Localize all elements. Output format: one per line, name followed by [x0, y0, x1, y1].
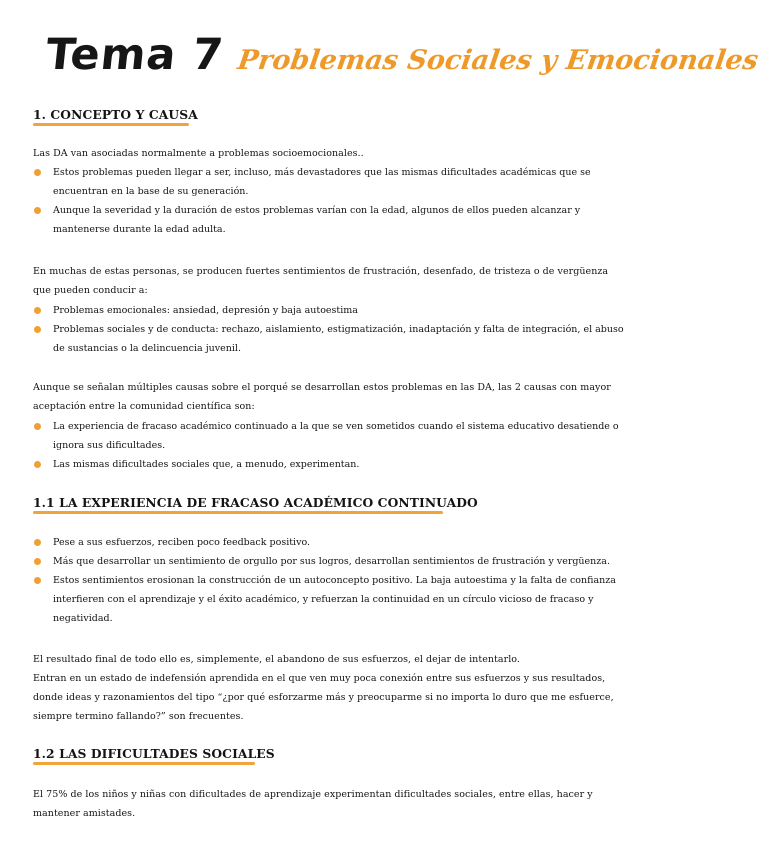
section-1-paragraph-2: En muchas de estas personas, se producen fuertes sentimientos de frustración, desenfado, de tristeza o de vergüenza que pueden conducir a:	[33, 266, 609, 296]
section-1-underline	[33, 123, 189, 126]
section-1-bullets-2	[33, 301, 627, 358]
section-1-2-underline	[33, 762, 255, 765]
section-1-paragraph-3: Aunque se señalan múltiples causas sobre el porqué se desarrollan estos problemas en las DA, las 2 causas con mayor aceptación entre la comunidad científica son:	[33, 382, 611, 412]
list-item: Estos sentimientos erosionan la construcción de un autoconcepto positivo. La baja autoestima y la falta de confianza interfieren con el aprendizaje y el éxito académico, y refuerzan la continuidad en un círculo vicioso de fracaso y negatividad.	[33, 571, 627, 628]
section-1-1-bullets	[33, 533, 627, 628]
list-item: La experiencia de fracaso académico continuado a la que se ven sometidos cuando el sistema educativo desatiende o ignora sus dificultades.	[33, 417, 627, 455]
list-item: Problemas emocionales: ansiedad, depresión y baja autoestima	[33, 301, 627, 320]
list-item: Estos problemas pueden llegar a ser, incluso, más devastadores que las mismas dificultades académicas que se encuentran en la base de su generación.	[33, 163, 627, 201]
page-title	[43, 30, 760, 90]
section-1-1-paragraph-1: El resultado final de todo ello es, simplemente, el abandono de sus esfuerzos, el dejar de intentarlo.	[33, 654, 520, 665]
list-item: Las mismas dificultades sociales que, a menudo, experimentan.	[33, 455, 627, 474]
section-1-bullets-1	[33, 163, 627, 239]
section-1-1-underline	[33, 511, 443, 514]
section-1-heading: 1. CONCEPTO Y CAUSA	[33, 107, 198, 122]
section-1-2-paragraph-1: El 75% de los niños y niñas con dificultades de aprendizaje experimentan dificultades sociales, entre ellas, hacer y mantener amistades.	[33, 789, 593, 819]
title-subtitle: Problemas Sociales y Emocionales	[235, 45, 760, 76]
list-item: Más que desarrollar un sentimiento de orgullo por sus logros, desarrollan sentimientos de frustración y vergüenza.	[33, 552, 627, 571]
section-1-2-heading: 1.2 LAS DIFICULTADES SOCIALES	[33, 746, 275, 761]
list-item: Problemas sociales y de conducta: rechazo, aislamiento, estigmatización, inadaptación y falta de integración, el abuso de sustancias o la delincuencia juvenil.	[33, 320, 627, 358]
list-item: Aunque la severidad y la duración de estos problemas varían con la edad, algunos de ellos pueden alcanzar y mantenerse durante la edad adulta.	[33, 201, 627, 239]
list-item: Pese a sus esfuerzos, reciben poco feedback positivo.	[33, 533, 627, 552]
section-1-bullets-3	[33, 417, 627, 474]
title-tema: Tema 7	[43, 30, 227, 80]
section-1-1-heading: 1.1 LA EXPERIENCIA DE FRACASO ACADÉMICO CONTINUADO	[33, 495, 478, 510]
section-1-1-paragraph-2: Entran en un estado de indefensión aprendida en el que ven muy poca conexión entre sus esfuerzos y sus resultados, donde ideas y razonamientos del tipo “¿por qué esforzarme más y preocuparme si no importa lo duro que me esfuerce, siempre termino fallando?” son frecuentes.	[33, 673, 614, 722]
section-1-intro: Las DA van asociadas normalmente a problemas socioemocionales..	[33, 148, 364, 159]
